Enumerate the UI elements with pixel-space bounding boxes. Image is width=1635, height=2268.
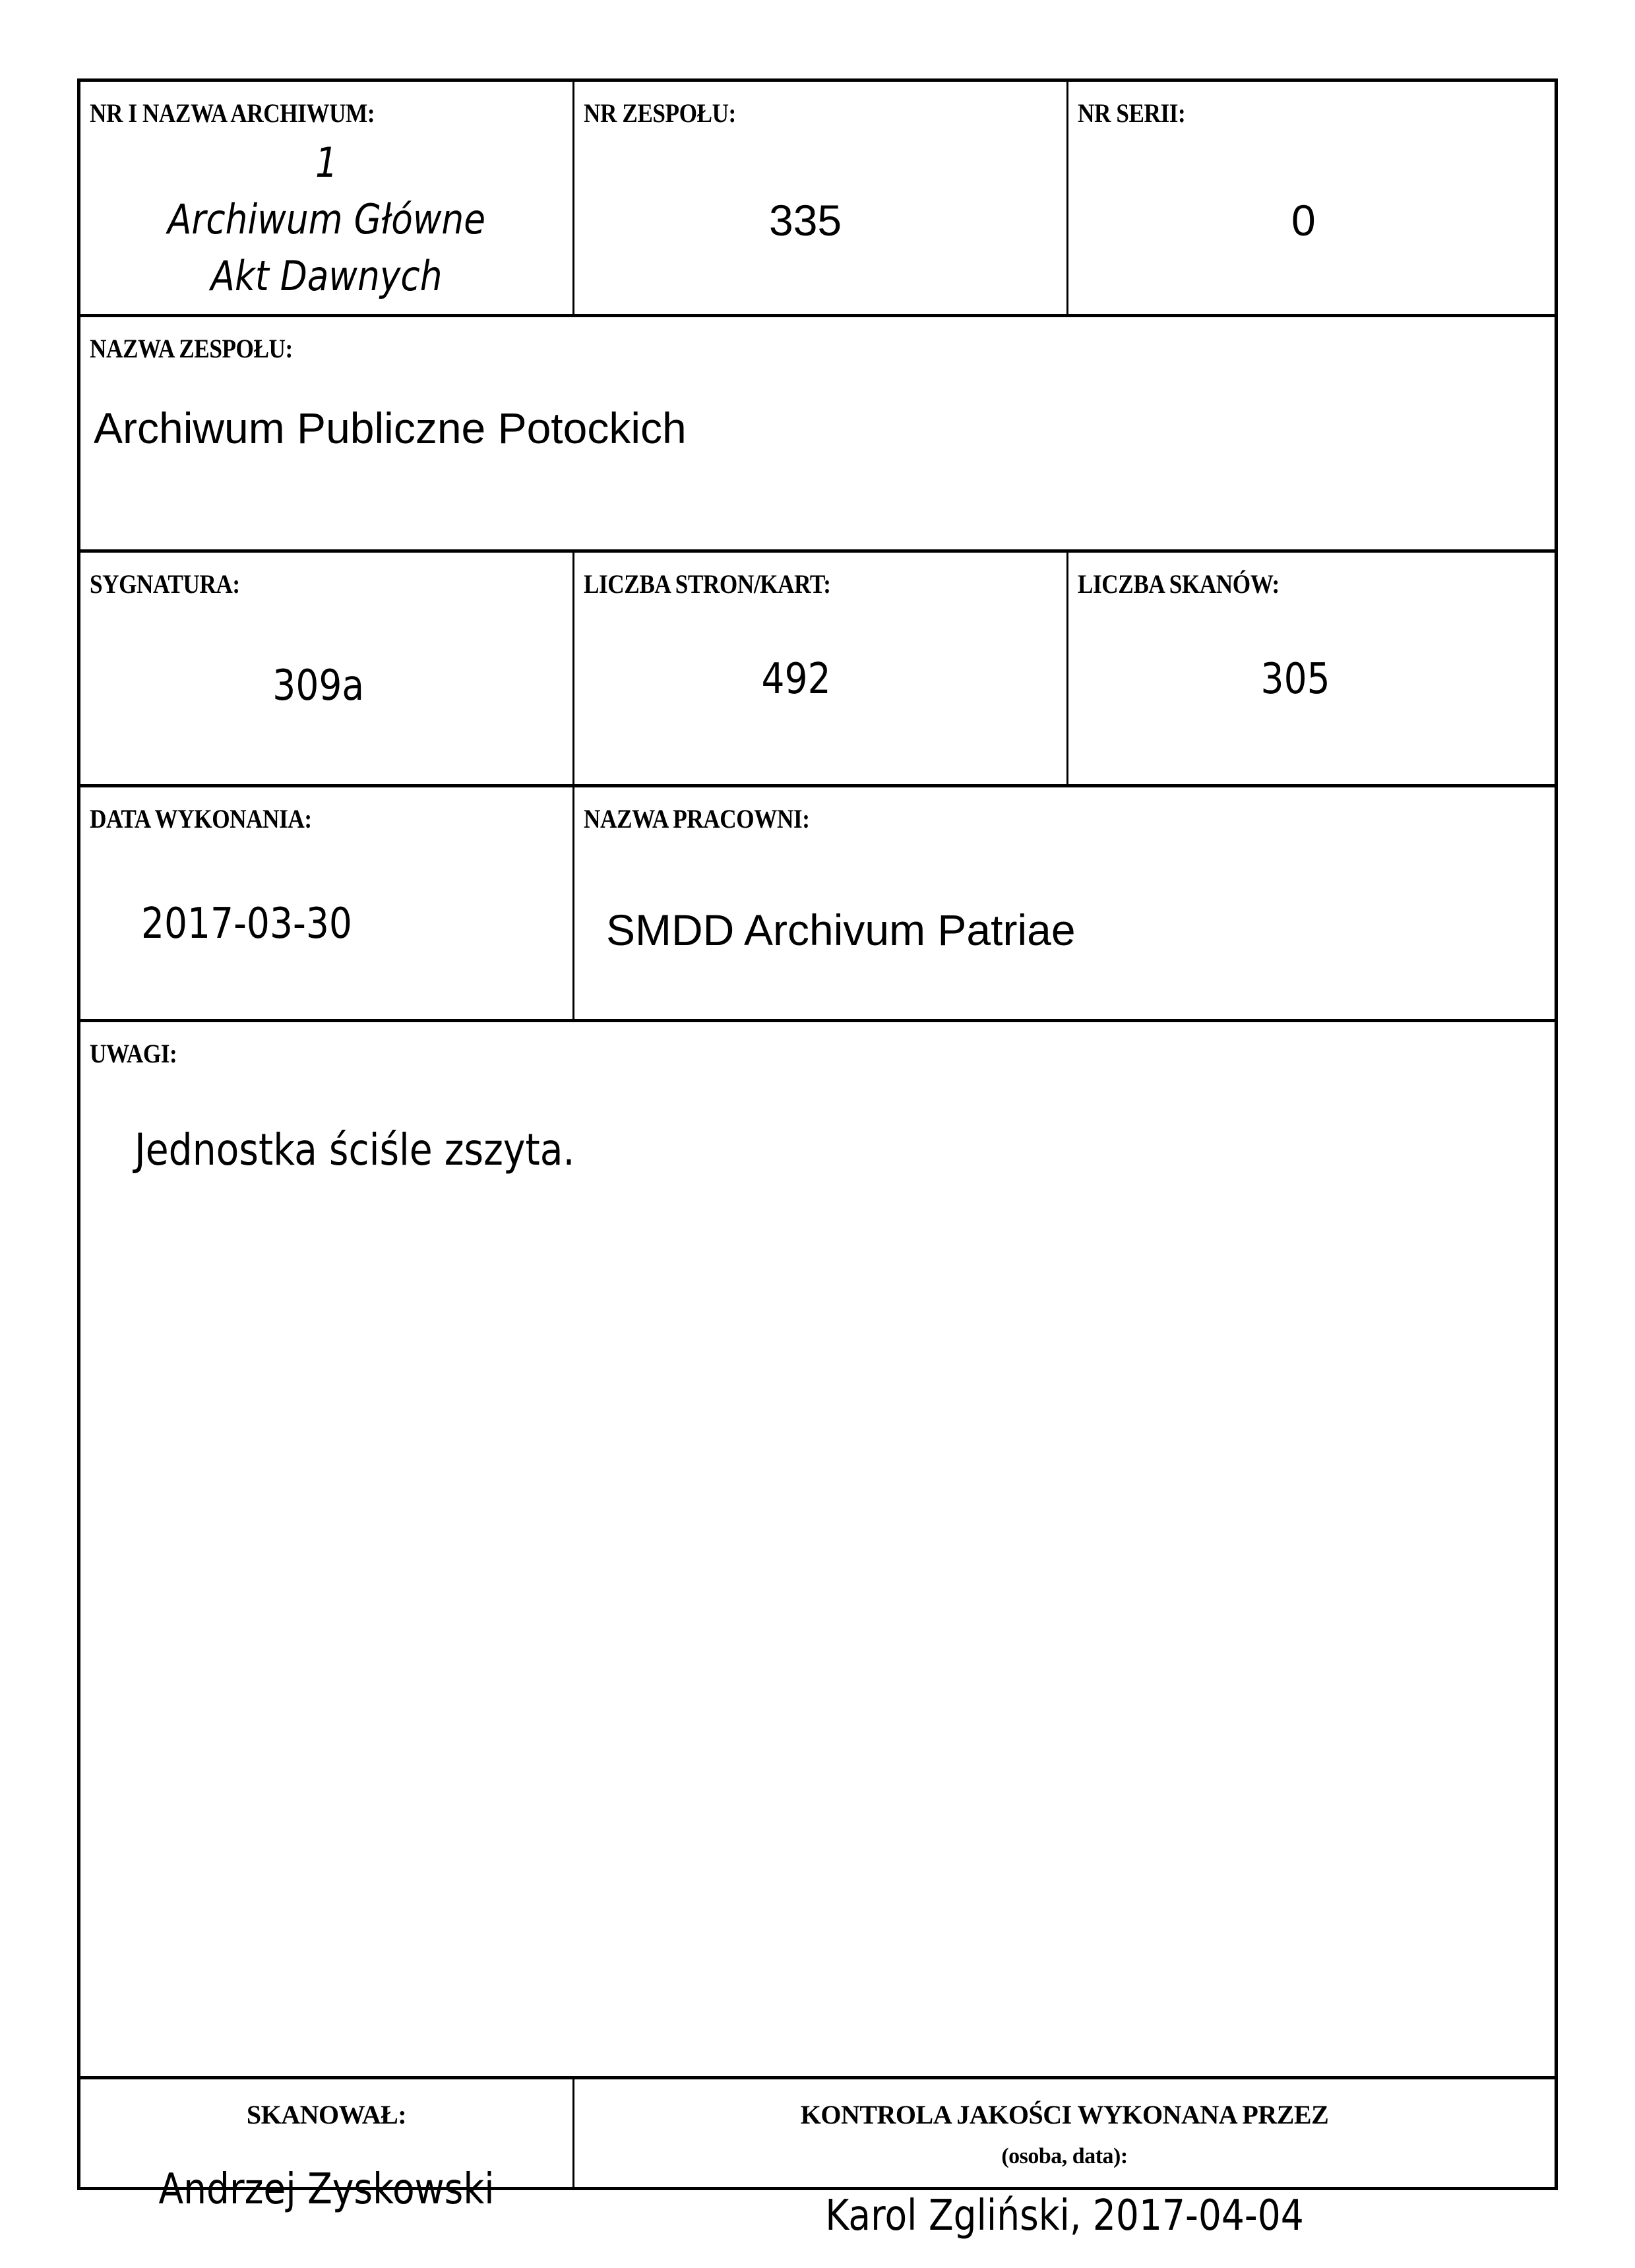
cell-fonds-name bbox=[80, 317, 1555, 549]
archive-name-line1: Archiwum Główne bbox=[167, 195, 486, 243]
date-value: 2017-03-30 bbox=[141, 900, 352, 948]
scanned-by-value: Andrzej Zyskowski bbox=[158, 2165, 495, 2214]
cell-date bbox=[80, 787, 574, 1019]
archive-label: NR I NAZWA ARCHIWUM: bbox=[90, 98, 375, 128]
row-notes bbox=[80, 1022, 1555, 2079]
series-number-value: 0 bbox=[1291, 196, 1316, 245]
cell-series-number bbox=[1068, 82, 1555, 314]
workshop-label: NAZWA PRACOWNI: bbox=[584, 804, 810, 834]
signature-value: 309a bbox=[272, 661, 365, 710]
row-counts bbox=[80, 553, 1555, 787]
quality-control-value: Karol Zgliński, 2017-04-04 bbox=[825, 2191, 1304, 2240]
row-fonds-name bbox=[80, 317, 1555, 553]
notes-label: UWAGI: bbox=[90, 1039, 177, 1068]
row-date-workshop bbox=[80, 787, 1555, 1022]
archive-name bbox=[115, 135, 538, 305]
cell-workshop bbox=[574, 787, 1555, 1019]
workshop-value: SMDD Archivum Patriae bbox=[606, 905, 1076, 954]
quality-control-label: KONTROLA JAKOŚCI WYKONANA PRZEZ bbox=[800, 2100, 1329, 2130]
page-count-label: LICZBA STRON/KART: bbox=[584, 569, 831, 599]
cell-archive bbox=[80, 82, 574, 314]
archive-name-line2: Akt Dawnych bbox=[210, 252, 443, 300]
cell-scan-count bbox=[1068, 553, 1555, 784]
cell-quality-control bbox=[574, 2079, 1555, 2240]
notes-value: Jednostka ściśle zszyta. bbox=[135, 1124, 575, 1175]
fonds-number-value: 335 bbox=[769, 196, 842, 245]
date-label: DATA WYKONANIA: bbox=[90, 804, 312, 834]
archive-number: 1 bbox=[315, 138, 338, 187]
scan-count-label: LICZBA SKANÓW: bbox=[1078, 569, 1280, 599]
fonds-name-label: NAZWA ZESPOŁU: bbox=[90, 334, 293, 363]
page-count-value: 492 bbox=[761, 655, 831, 704]
series-number-label: NR SERII: bbox=[1078, 98, 1186, 128]
cell-notes bbox=[80, 1022, 1555, 2076]
row-signoff bbox=[80, 2079, 1555, 2240]
row-archive-info bbox=[80, 82, 1555, 317]
signature-label: SYGNATURA: bbox=[90, 569, 240, 599]
cell-signature bbox=[80, 553, 574, 784]
quality-control-sublabel: (osoba, data): bbox=[1001, 2144, 1128, 2168]
fonds-name-value: Archiwum Publiczne Potockich bbox=[94, 404, 687, 452]
cell-page-count bbox=[574, 553, 1068, 784]
fonds-number-label: NR ZESPOŁU: bbox=[584, 98, 736, 128]
scanned-by-label: SKANOWAŁ: bbox=[246, 2100, 407, 2130]
cell-fonds-number bbox=[574, 82, 1068, 314]
archive-metadata-sheet bbox=[77, 78, 1558, 2240]
cell-scanned-by bbox=[80, 2079, 574, 2214]
scan-count-value: 305 bbox=[1260, 655, 1330, 704]
